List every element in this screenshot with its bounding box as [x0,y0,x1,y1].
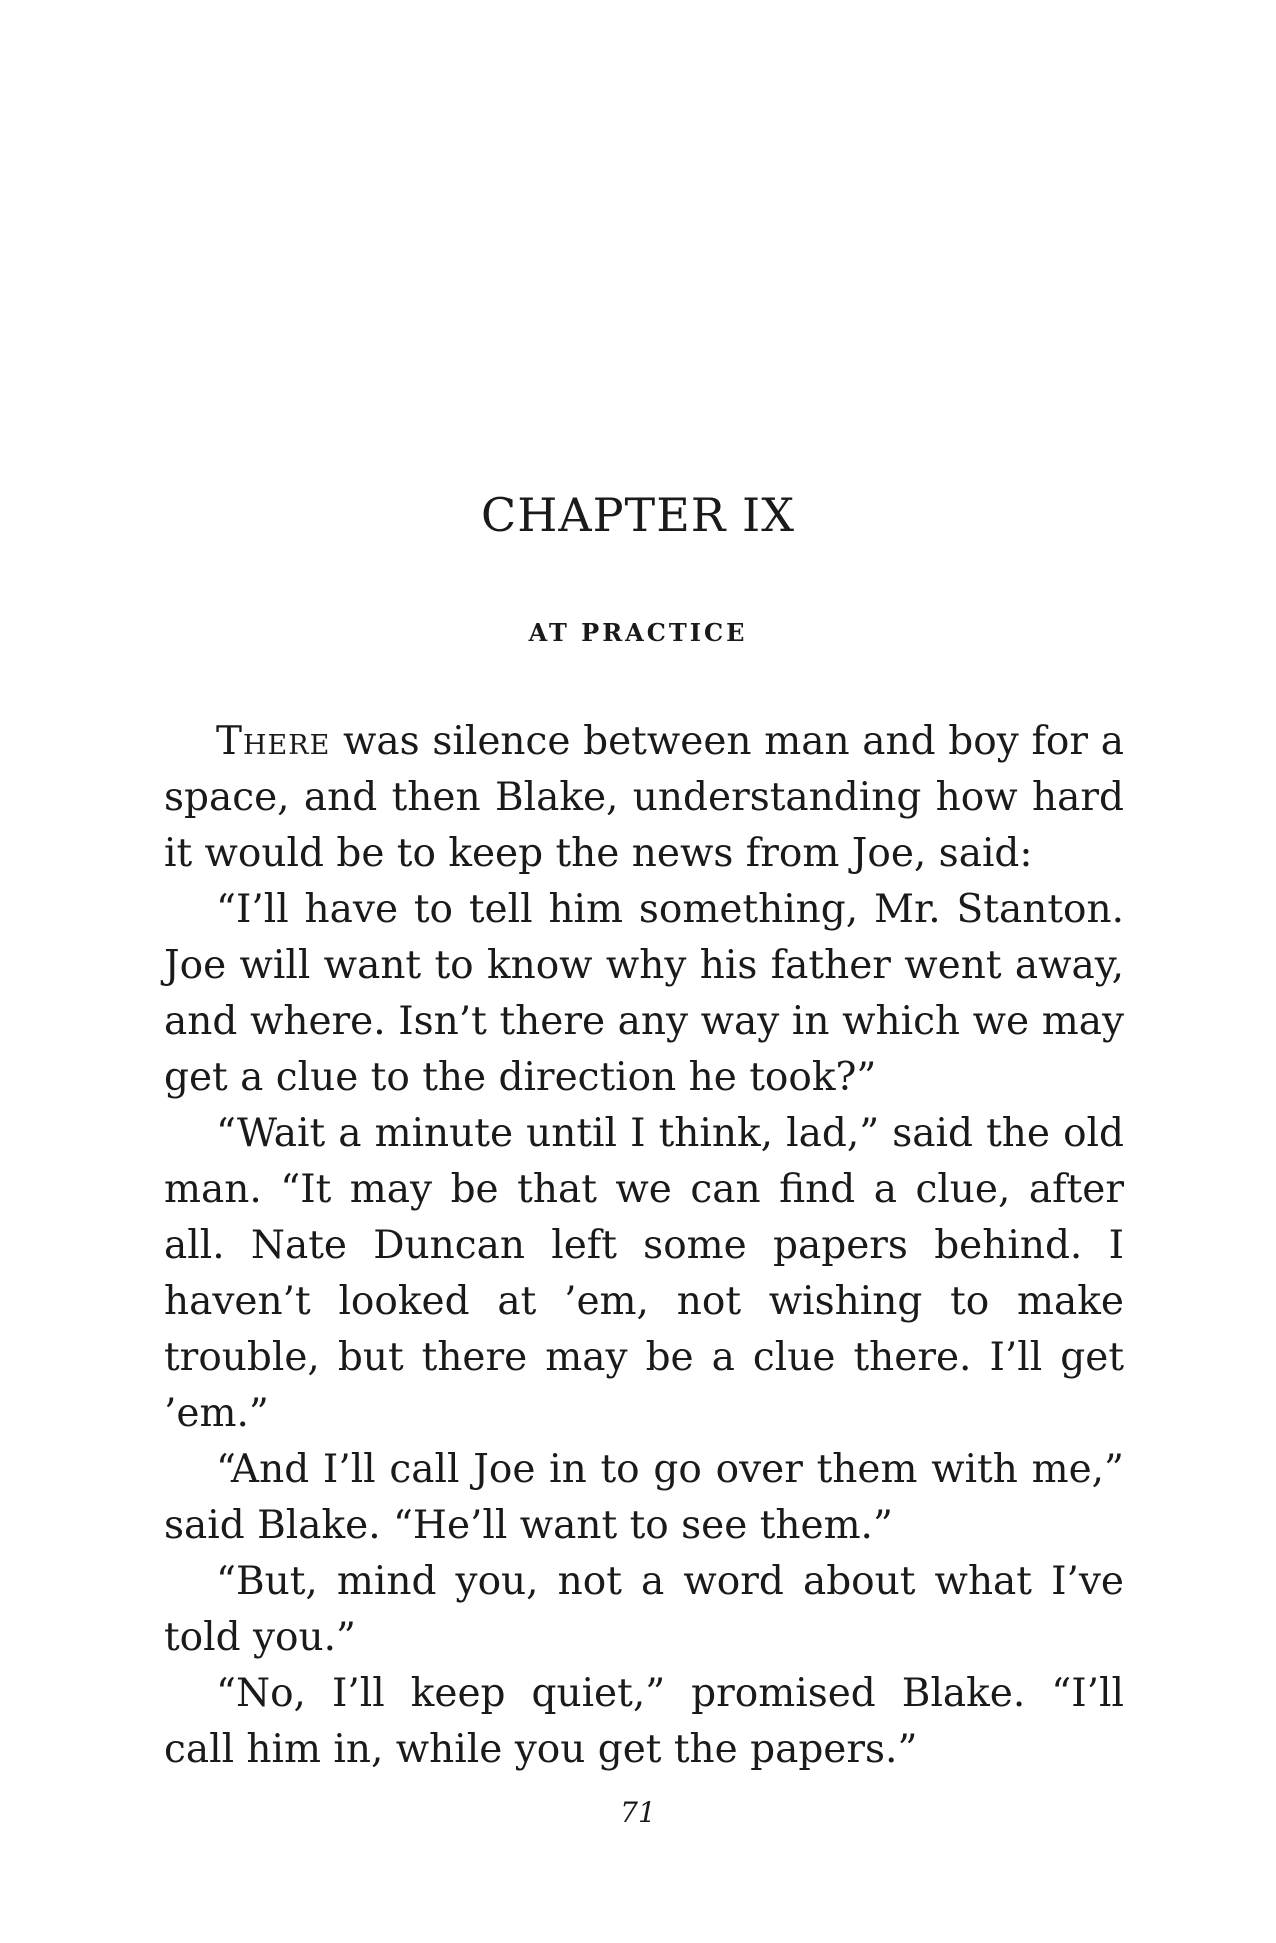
paragraph-2: “I’ll have to tell him something, Mr. Stanton. Joe will want to know why his father went away, and where. Isn’t there any way in which we may get a clue to the direction he took?” [164,887,1124,1100]
paragraph-1 [164,714,1124,882]
chapter-title: CHAPTER IX [481,488,795,542]
paragraph-lead-word: There [216,719,331,764]
paragraph-5: “But, mind you, not a word about what I’ve told you.” [164,1559,1124,1660]
paragraph-text: was silence between man and boy for a space, and then Blake, understanding how hard it would be to keep the news from Joe, said: [164,719,1124,876]
paragraph-3: “Wait a minute until I think, lad,” said the old man. “It may be that we can find a clue, after all. Nate Duncan left some papers behind. I haven’t looked at ’em, not wishing to make trouble, but there may be a clue there. I’ll get ’em.” [164,1111,1124,1436]
paragraph-4: “And I’ll call Joe in to go over them with me,” said Blake. “He’ll want to see them.” [164,1447,1124,1548]
chapter-body [164,714,1124,1778]
page-number: 71 [620,1796,656,1829]
paragraph-6: “No, I’ll keep quiet,” promised Blake. “I’ll call him in, while you get the papers.” [164,1671,1124,1772]
chapter-subtitle: AT PRACTICE [528,618,748,647]
